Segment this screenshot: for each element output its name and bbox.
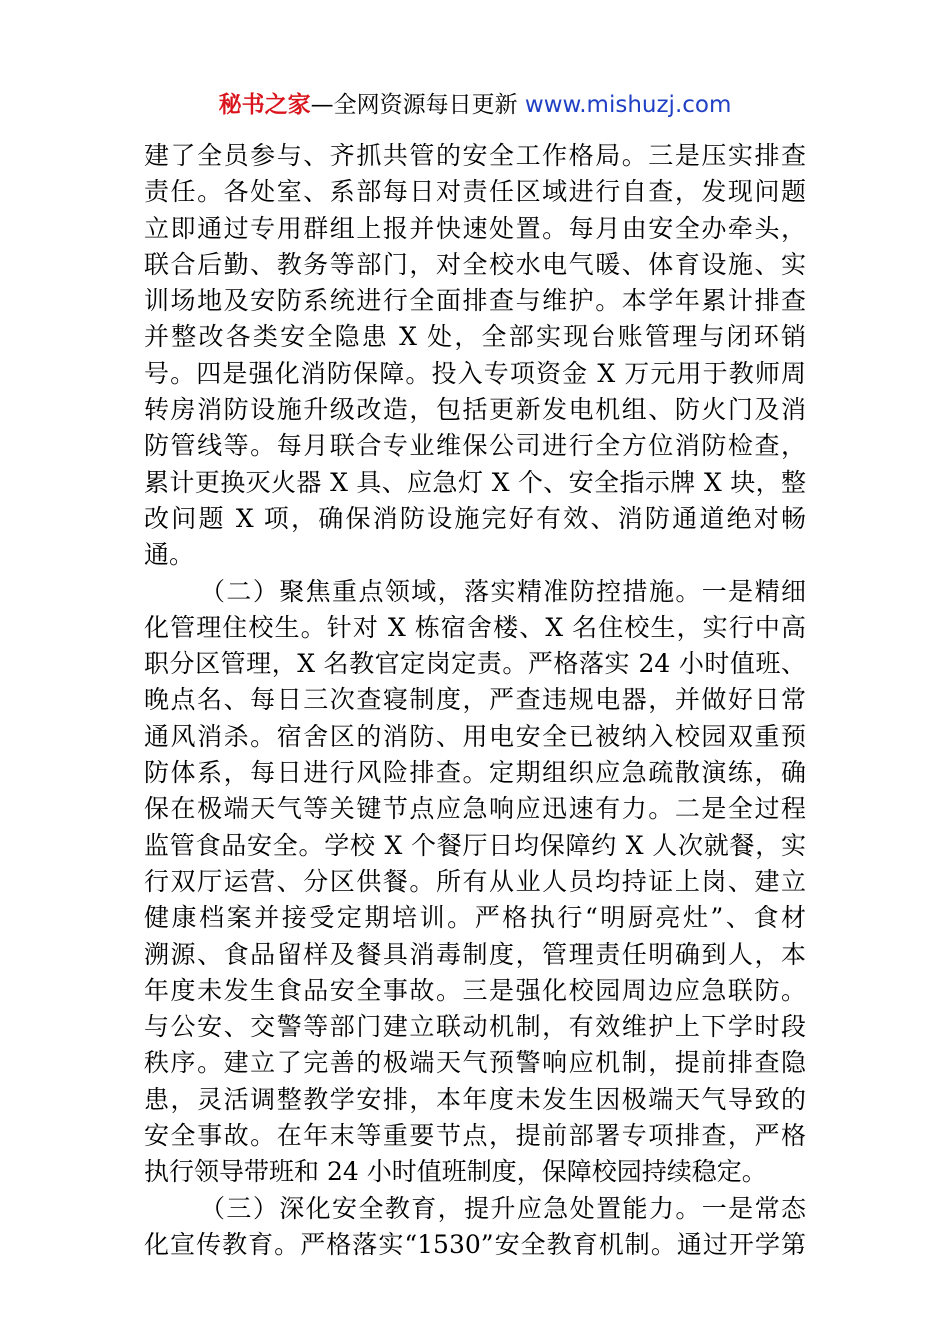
body-line: 职分区管理，X 名教官定岗定责。严格落实 24 小时值班、 xyxy=(144,649,806,679)
body-line: 化管理住校生。针对 X 栋宿舍楼、X 名住校生，实行中高 xyxy=(144,612,806,642)
body-line: 健康档案并接受定期培训。严格执行“明厨亮灶”、食材 xyxy=(144,903,806,933)
body-line: 防体系，每日进行风险排查。定期组织应急疏散演练，确 xyxy=(144,758,806,788)
section-heading-line: （二）聚焦重点领域，落实精准防控措施。一是精细 xyxy=(200,576,806,606)
body-line: 改问题 X 项，确保消防设施完好有效、消防通道绝对畅 xyxy=(144,503,806,533)
body-line: 通风消杀。宿舍区的消防、用电安全已被纳入校园双重预 xyxy=(144,721,806,751)
body-line: 累计更换灭火器 X 具、应急灯 X 个、安全指示牌 X 块，整 xyxy=(144,467,806,497)
body-line: 建了全员参与、齐抓共管的安全工作格局。三是压实排查 xyxy=(144,141,806,170)
body-line: 联合后勤、教务等部门，对全校水电气暖、体育设施、实 xyxy=(144,249,806,279)
section-heading-line: （三）深化安全教育，提升应急处置能力。一是常态 xyxy=(200,1193,806,1223)
brand-name: 秘书之家 xyxy=(218,92,311,118)
body-line: 秩序。建立了完善的极端天气预警响应机制，提前排查隐 xyxy=(144,1048,806,1078)
body-line: 化宣传教育。严格落实“1530”安全教育机制。通过开学第 xyxy=(144,1229,806,1259)
body-line: 转房消防设施升级改造，包括更新发电机组、防火门及消 xyxy=(144,395,806,425)
body-line: 与公安、交警等部门建立联动机制，有效维护上下学时段 xyxy=(144,1012,806,1042)
body-line: 晚点名、每日三次查寝制度，严查违规电器，并做好日常 xyxy=(144,685,806,715)
body-line: 行双厅运营、分区供餐。所有从业人员均持证上岗、建立 xyxy=(144,866,806,896)
body-line: 通。 xyxy=(144,540,195,570)
body-line: 年度未发生食品安全事故。三是强化校园周边应急联防。 xyxy=(144,975,806,1005)
body-line: 安全事故。在年末等重要节点，提前部署专项排查，严格 xyxy=(144,1121,806,1151)
header-url[interactable]: www.mishuzj.com xyxy=(524,92,732,118)
body-line: 防管线等。每月联合专业维保公司进行全方位消防检查， xyxy=(144,431,806,461)
header-slogan: —全网资源每日更新 xyxy=(310,92,525,118)
body-line: 训场地及安防系统进行全面排查与维护。本学年累计排查 xyxy=(144,286,806,316)
body-line: 责任。各处室、系部每日对责任区域进行自查，发现问题 xyxy=(144,177,806,207)
body-line: 溯源、食品留样及餐具消毒制度，管理责任明确到人，本 xyxy=(144,939,806,969)
body-line: 保在极端天气等关键节点应急响应迅速有力。二是全过程 xyxy=(144,794,806,824)
watermark-header xyxy=(0,88,950,122)
body-line: 监管食品安全。学校 X 个餐厅日均保障约 X 人次就餐，实 xyxy=(144,830,806,860)
body-line: 患，灵活调整教学安排，本年度未发生因极端天气导致的 xyxy=(144,1084,806,1114)
body-line: 执行领导带班和 24 小时值班制度，保障校园持续稳定。 xyxy=(144,1157,767,1187)
body-line: 立即通过专用群组上报并快速处置。每月由安全办牵头， xyxy=(144,213,806,243)
body-line: 号。四是强化消防保障。投入专项资金 X 万元用于教师周 xyxy=(144,358,806,388)
document-body xyxy=(144,138,806,1263)
body-line: 并整改各类安全隐患 X 处，全部实现台账管理与闭环销 xyxy=(144,322,806,352)
